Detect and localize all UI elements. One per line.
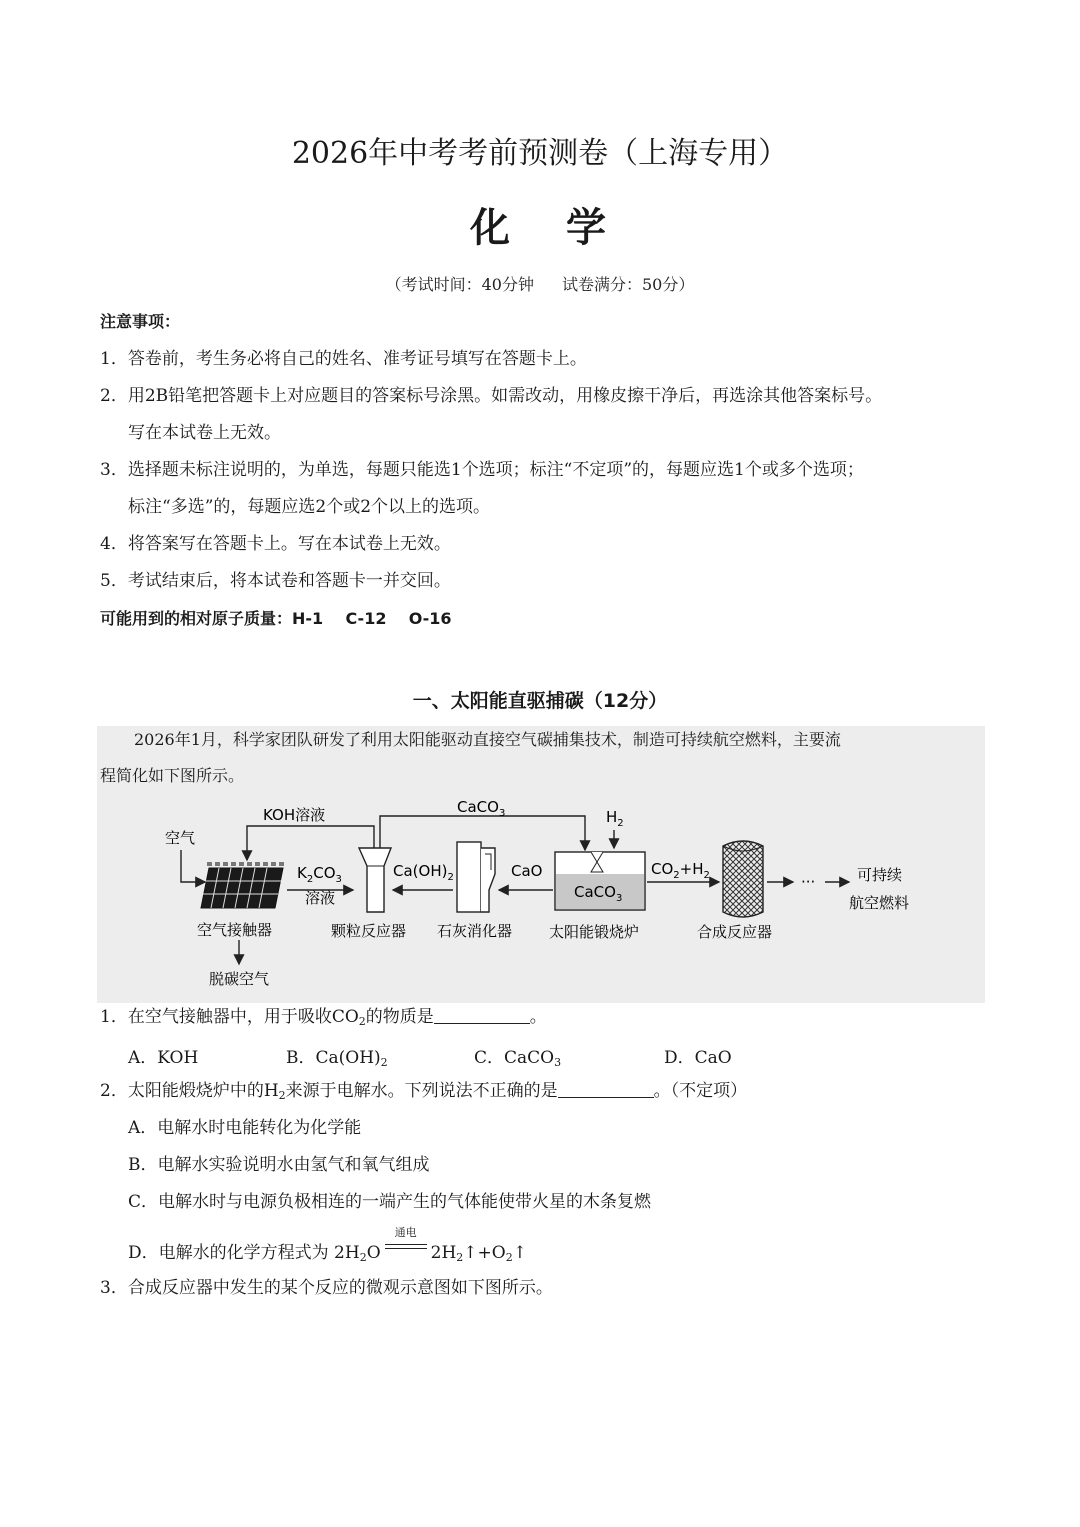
- q1-stem-sub: 2: [358, 1015, 366, 1028]
- q1-stem-b: 的物质是: [365, 1007, 434, 1027]
- subject-title: [0, 196, 1080, 253]
- atomic-mass-note: 可能用到的相对原子质量：H-1 C-12 O-16: [100, 609, 452, 628]
- q2-d-sub1: 2: [359, 1251, 367, 1264]
- caco3-top-sub: 3: [498, 808, 506, 819]
- notice-item-1: 1．答卷前，考生务必将自己的姓名、准考证号填写在答题卡上。: [100, 349, 587, 369]
- label-air: 空气: [165, 829, 196, 847]
- subject-char-1: 化: [470, 204, 514, 251]
- process-flow-diagram: [97, 790, 985, 1000]
- exam-meta: [0, 272, 1080, 295]
- label-product-2: 航空燃料: [849, 894, 910, 912]
- notice-item-3-cont: 标注“多选”的，每题应选2个或2个以上的选项。: [128, 497, 491, 517]
- q2-d-text-d: ↑+O: [463, 1243, 506, 1263]
- q1-option-c-sub: 3: [554, 1056, 562, 1069]
- k2co3-sub2: 3: [335, 874, 342, 885]
- synthesis-reactor-icon: [723, 841, 763, 917]
- label-caco3-top: [457, 798, 505, 819]
- co2h2-sub2: 2: [703, 870, 710, 881]
- condition-label: 通电: [394, 1226, 417, 1239]
- q2-stem-a: 2．太阳能煅烧炉中的H: [100, 1081, 279, 1101]
- co2h2-sub1: 2: [673, 870, 680, 881]
- notice-item-2-cont: 写在本试卷上无效。: [128, 423, 281, 443]
- caoh2-text: Ca(OH): [393, 862, 448, 880]
- q2-option-a[interactable]: A．电解水时电能转化为化学能: [128, 1118, 362, 1138]
- label-cao: CaO: [511, 862, 543, 880]
- h2-sub: 2: [617, 818, 624, 829]
- q2-option-b[interactable]: B．电解水实验说明水由氢气和氧气组成: [128, 1155, 430, 1175]
- q1-answer-blank[interactable]: [434, 1007, 530, 1024]
- furnace-content-sub: 3: [615, 893, 623, 904]
- label-product-1: 可持续: [857, 866, 903, 884]
- label-synthesis-reactor: 合成反应器: [697, 923, 773, 941]
- q2-stem-sub: 2: [278, 1089, 286, 1102]
- q1-option-d[interactable]: D．CaO: [664, 1048, 732, 1068]
- q2-d-text-c: 2H: [430, 1243, 457, 1263]
- q1-stem-end: 。: [529, 1007, 547, 1027]
- k2co3-k: K: [297, 864, 307, 882]
- furnace-content-text: CaCO: [574, 883, 616, 901]
- q2-option-d[interactable]: [128, 1226, 527, 1264]
- full-score: 试卷满分：50分）: [562, 275, 695, 294]
- q2-d-text-b: O: [366, 1243, 381, 1263]
- subject-char-2: 学: [566, 204, 610, 251]
- q2-stem-end: 。（不定项）: [653, 1081, 748, 1101]
- pellet-reactor-icon: [359, 848, 391, 912]
- exam-title: 2026年中考考前预测卷（上海专用）: [291, 136, 789, 171]
- notice-item-2: 2．用2B铅笔把答题卡上对应题目的答案标号涂黑。如需改动，用橡皮擦干净后，再选涂其他答案标号。: [100, 386, 883, 406]
- lime-slaker-icon: [457, 842, 495, 912]
- k2co3-sub1: 2: [306, 874, 314, 885]
- q2-d-sub2: 2: [456, 1251, 464, 1264]
- q2-d-text-a: D．电解水的化学方程式为 2H: [128, 1243, 360, 1263]
- caoh2-sub: 2: [447, 872, 454, 883]
- q2-d-text-e: ↑: [512, 1243, 527, 1263]
- koh-text: KOH溶液: [263, 806, 326, 824]
- q1-option-a[interactable]: A．KOH: [128, 1048, 199, 1068]
- passage-line-2: 程简化如下图所示。: [100, 766, 245, 785]
- q2-option-c[interactable]: C．电解水时与电源负极相连的一端产生的气体能使带火星的木条复燃: [128, 1192, 652, 1212]
- caco3-top-text: CaCO: [457, 798, 499, 816]
- notice-item-3: 3．选择题未标注说明的，为单选，每题只能选1个选项；标注“不定项”的，每题应选1个或多个选项；: [100, 460, 864, 480]
- q1-option-b-text: B．Ca(OH): [286, 1048, 381, 1068]
- notice-heading: 注意事项：: [100, 312, 181, 331]
- notice-item-4: 4．将答案写在答题卡上。写在本试卷上无效。: [100, 534, 451, 554]
- q1-option-c-text: C．CaCO: [474, 1048, 555, 1068]
- q2-stem-b: 来源于电解水。下列说法不正确的是: [285, 1081, 558, 1101]
- passage-line-1: 2026年1月，科学家团队研发了利用太阳能驱动直接空气碳捕集技术，制造可持续航空燃料，主要流: [134, 730, 841, 749]
- co2h2-h: +H: [679, 860, 704, 878]
- reaction-condition: [381, 1226, 431, 1258]
- label-k2co3: [297, 864, 342, 885]
- q2-answer-blank[interactable]: [558, 1081, 654, 1098]
- solar-calciner-icon: [555, 852, 645, 910]
- q1-stem-a: 1．在空气接触器中，用于吸收CO: [100, 1007, 359, 1027]
- label-dots: ···: [801, 873, 816, 891]
- label-co2h2: [651, 860, 710, 881]
- label-furnace-content: [574, 883, 622, 904]
- label-contactor: 空气接触器: [197, 921, 273, 939]
- label-solution: 溶液: [305, 889, 336, 907]
- exam-time: （考试时间：40分钟: [385, 275, 534, 294]
- q2-d-sub3: 2: [505, 1251, 513, 1264]
- q3-stem: 3．合成反应器中发生的某个反应的微观示意图如下图所示。: [100, 1278, 553, 1298]
- co2h2-co: CO: [651, 860, 674, 878]
- q2-stem: [100, 1080, 747, 1102]
- air-contactor-icon: [201, 864, 285, 908]
- h2-text: H: [606, 808, 618, 826]
- label-solar-calciner: 太阳能锻烧炉: [549, 923, 640, 941]
- section-heading: 一、太阳能直驱捕碳（12分）: [412, 690, 668, 712]
- label-caoh2: [393, 862, 454, 883]
- notice-item-5: 5．考试结束后，将本试卷和答题卡一并交回。: [100, 571, 451, 591]
- q1-option-b[interactable]: [286, 1043, 388, 1068]
- k2co3-co: CO: [313, 864, 336, 882]
- label-pellet-reactor: 颗粒反应器: [331, 922, 407, 940]
- q1-stem: [100, 1006, 547, 1028]
- label-slaker: 石灰消化器: [437, 922, 513, 940]
- label-h2: [606, 808, 624, 829]
- label-koh: [263, 806, 325, 824]
- label-decarb-air: 脱碳空气: [209, 970, 270, 988]
- q1-option-b-sub: 2: [380, 1056, 388, 1069]
- q1-option-c[interactable]: [474, 1043, 561, 1068]
